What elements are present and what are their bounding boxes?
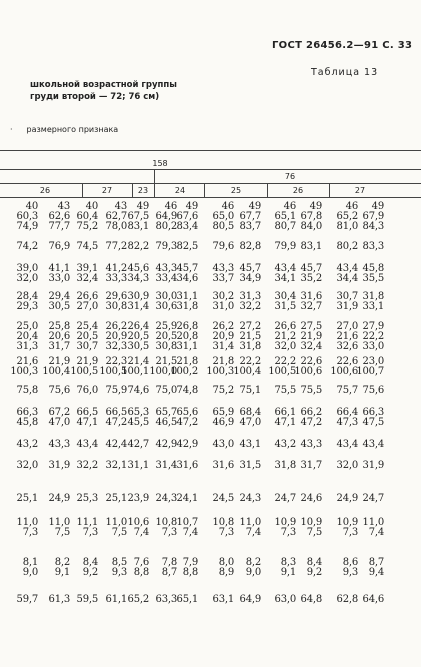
table-cell: 10,9 7,3 (336, 517, 358, 538)
table-cell: 61,1 (105, 594, 127, 605)
table-cell: 45,6 34,3 (127, 263, 149, 284)
table-cell: 63,1 (212, 594, 234, 605)
table-cell: 25,9 20,5 30,8 (155, 321, 177, 352)
table-cell: 75,5 (274, 385, 296, 396)
table-cell: 42,4 (105, 439, 127, 450)
table-cell: 45,7 34,9 (239, 263, 261, 284)
table-cell: 40 60,4 75,2 (76, 201, 98, 232)
table-cell: 43,0 (212, 439, 234, 450)
table-cell: 7,9 8,8 (182, 557, 198, 578)
table-cell: 31,6 32,7 (300, 291, 322, 312)
table-cell: 65,3 45,5 (127, 407, 149, 428)
table-cell: 7,6 8,8 (133, 557, 149, 578)
table-cell: 31,6 (176, 460, 198, 471)
table-cell: 30,7 31,9 (336, 291, 358, 312)
table-cell: 10,8 7,3 (155, 517, 177, 538)
table-cell: 31,5 (239, 460, 261, 471)
table-cell: 26,8 20,8 31,1 (176, 321, 198, 352)
table-cell: 75,8 (16, 385, 38, 396)
table-cell: 75,9 (105, 385, 127, 396)
table-cell: 65,6 47,2 (176, 407, 198, 428)
table-cell: 43 62,7 78,0 (105, 201, 127, 232)
table-cell: 45,7 34,6 (176, 263, 198, 284)
table-cell: 45,8 35,5 (362, 263, 384, 284)
table-cell: 21,6 100,3 (10, 356, 38, 377)
table-cell: 43,2 (274, 439, 296, 450)
table-cell: 65,7 46,5 (155, 407, 177, 428)
table-cell: 31,6 (212, 460, 234, 471)
table-cell: 66,4 47,3 (336, 407, 358, 428)
table-cell: 43,4 34,1 (274, 263, 296, 284)
table-cell: 22,6 100,6 (330, 356, 358, 377)
table-cell: 43,4 (362, 439, 384, 450)
table-cell: 83,3 (362, 241, 384, 252)
subheader-divider (267, 183, 268, 197)
subheader-label: 27 (354, 186, 366, 195)
table-cell: 64,6 (362, 594, 384, 605)
table-cell: 75,2 (212, 385, 234, 396)
table-cell: 21,8 100,2 (170, 356, 198, 377)
table-cell: 76,0 (76, 385, 98, 396)
table-cell: 32,0 (16, 460, 38, 471)
table-cell: 24,7 (274, 493, 296, 504)
table-cell: 41,2 33,3 (105, 263, 127, 284)
table-cell: 75,5 (300, 385, 322, 396)
table-cell: 23,9 (127, 493, 149, 504)
table-cell: 8,4 9,2 (306, 557, 322, 578)
table-cell: 11,0 7,4 (362, 517, 384, 538)
table-cell: 22,2 100,5 (268, 356, 296, 377)
table-cell: 22,6 100,6 (294, 356, 322, 377)
table-cell: 59,7 (16, 594, 38, 605)
table-cell: 66,1 47,1 (274, 407, 296, 428)
table-cell: 27,2 21,5 31,8 (239, 321, 261, 352)
table-cell: 32,0 (336, 460, 358, 471)
table-cell: 61,3 (48, 594, 70, 605)
table-cell: 43,3 33,7 (212, 263, 234, 284)
table-number: Таблица 13 (311, 67, 379, 78)
table-cell: 46 65,2 81,0 (336, 201, 358, 232)
table-cell: 22,2 100,4 (233, 356, 261, 377)
subheader-label: 23 (137, 186, 149, 195)
caption-bullet: · (10, 125, 13, 134)
subheader-divider (204, 183, 205, 197)
table-cell: 79,9 (274, 241, 296, 252)
table-cell: 23,0 100,7 (356, 356, 384, 377)
table-cell: 26,2 20,9 31,4 (212, 321, 234, 352)
header-group-76: 76 (284, 172, 296, 181)
table-cell: 24,3 (155, 493, 177, 504)
table-cell: 75,7 (336, 385, 358, 396)
table-cell: 49 67,5 83,1 (127, 201, 149, 232)
table-cell: 21,8 100,3 (206, 356, 234, 377)
table-cell: 65,9 46,9 (212, 407, 234, 428)
description-line-1: школьной возрастной группы (30, 80, 177, 90)
table-cell: 75,1 (239, 385, 261, 396)
table-header-bottom-rule (0, 197, 421, 198)
table-cell: 24,3 (239, 493, 261, 504)
table-cell: 43,1 (239, 439, 261, 450)
caption-text: размерного признака (26, 125, 119, 134)
table-cell: 8,2 9,0 (245, 557, 261, 578)
subheader-divider (329, 183, 330, 197)
table-cell: 39,0 32,0 (16, 263, 38, 284)
table-cell: 25,4 20,5 30,7 (76, 321, 98, 352)
table-cell: 64,8 (300, 594, 322, 605)
table-cell: 24,9 (48, 493, 70, 504)
table-column (0, 202, 384, 667)
table-top-rule (0, 150, 421, 151)
table-cell: 74,5 (76, 241, 98, 252)
table-cell: 66,5 47,2 (105, 407, 127, 428)
table-cell: 26,6 21,2 32,0 (274, 321, 296, 352)
table-cell: 63,0 (274, 594, 296, 605)
table-cell: 8,5 9,3 (111, 557, 127, 578)
table-cell: 45,7 35,2 (300, 263, 322, 284)
table-cell: 11,0 7,5 (48, 517, 70, 538)
table-cell: 42,9 (176, 439, 198, 450)
table-cell: 10,6 7,4 (127, 517, 149, 538)
table-cell: 65,2 (127, 594, 149, 605)
table-cell: 43,2 (16, 439, 38, 450)
table-cell: 31,4 (155, 460, 177, 471)
table-cell: 21,4 100,1 (121, 356, 149, 377)
table-cell: 75,0 (155, 385, 177, 396)
subheader-label: 26 (39, 186, 51, 195)
table-cell: 8,3 9,1 (280, 557, 296, 578)
table-cell: 25,0 20,4 31,3 (16, 321, 38, 352)
table-cell: 31,8 (274, 460, 296, 471)
table-cell: 66,2 47,2 (300, 407, 322, 428)
table-cell: 79,6 (212, 241, 234, 252)
table-cell: 8,7 9,4 (368, 557, 384, 578)
table-cell: 27,0 21,6 32,6 (336, 321, 358, 352)
table-cell: 30,2 31,0 (212, 291, 234, 312)
table-cell: 76,9 (48, 241, 70, 252)
table-cell: 29,4 30,5 (48, 291, 70, 312)
table-cell: 82,5 (176, 241, 198, 252)
table-cell: 21,5 100,0 (149, 356, 177, 377)
table-cell: 24,9 (336, 493, 358, 504)
table-cell: 30,4 31,5 (274, 291, 296, 312)
table-cell: 8,4 9,2 (82, 557, 98, 578)
table-cell: 31,7 (300, 460, 322, 471)
table-cell: 59,5 (76, 594, 98, 605)
table-cell: 49 67,9 84,3 (362, 201, 384, 232)
table-cell: 10,8 7,3 (212, 517, 234, 538)
table-cell: 29,6 30,8 (105, 291, 127, 312)
table-cell: 74,8 (176, 385, 198, 396)
table-cell: 66,3 47,5 (362, 407, 384, 428)
table-cell: 26,6 27,0 (76, 291, 98, 312)
table-cell: 32,1 (105, 460, 127, 471)
subheader-label: 26 (292, 186, 304, 195)
table-cell: 31,9 (48, 460, 70, 471)
table-cell: 64,9 (239, 594, 261, 605)
table-cell: 24,1 (176, 493, 198, 504)
table-cell: 65,1 (176, 594, 198, 605)
table-cell: 43 62,6 77,7 (48, 201, 70, 232)
table-cell: 41,1 33,0 (48, 263, 70, 284)
table-cell: 43,3 (48, 439, 70, 450)
table-cell: 25,1 (105, 493, 127, 504)
description-line-2: груди второй — 72; 76 см) (30, 92, 160, 102)
table-subgroup-rule (0, 183, 421, 184)
table-cell: 46 65,1 80,7 (274, 201, 296, 232)
table-cell: 82,2 (127, 241, 149, 252)
table-cell: 24,6 (300, 493, 322, 504)
table-cell: 74,2 (16, 241, 38, 252)
group-divider (154, 169, 155, 197)
table-cell: 21,9 100,5 (70, 356, 98, 377)
table-cell: 11,1 7,3 (76, 517, 98, 538)
table-cell: 43,4 (76, 439, 98, 450)
table-cell: 21,9 100,4 (42, 356, 70, 377)
table-cell: 25,3 (76, 493, 98, 504)
table-cell: 75,6 (48, 385, 70, 396)
table-cell: 27,9 22,2 33,0 (362, 321, 384, 352)
table-cell: 79,3 (155, 241, 177, 252)
table-group-rule (0, 169, 421, 170)
table-cell: 7,8 8,7 (161, 557, 177, 578)
table-cell: 46 64,9 80,2 (155, 201, 177, 232)
table-cell: 39,1 32,4 (76, 263, 98, 284)
table-cell: 42,9 (155, 439, 177, 450)
table-cell: 25,1 (16, 493, 38, 504)
table-cell: 75,6 (362, 385, 384, 396)
table-cell: 46 65,0 80,5 (212, 201, 234, 232)
table-cell: 24,5 (212, 493, 234, 504)
table-cell: 82,8 (239, 241, 261, 252)
table-cell: 74,6 (127, 385, 149, 396)
table-cell: 10,9 7,3 (274, 517, 296, 538)
table-cell: 31,1 31,8 (176, 291, 198, 312)
page-header-gost: ГОСТ 26456.2—91 С. 33 (272, 40, 413, 51)
table-cell: 8,6 9,3 (342, 557, 358, 578)
table-cell: 68,4 47,0 (239, 407, 261, 428)
table-cell: 42,7 (127, 439, 149, 450)
table-cell: 43,4 (336, 439, 358, 450)
table-cell: 62,8 (336, 594, 358, 605)
table-cell: 30,0 30,6 (155, 291, 177, 312)
table-cell: 43,3 33,4 (155, 263, 177, 284)
table-cell: 43,4 34,4 (336, 263, 358, 284)
table-cell: 49 67,6 83,4 (176, 201, 198, 232)
table-cell: 11,0 7,5 (105, 517, 127, 538)
table-cell: 66,3 45,8 (16, 407, 38, 428)
table-cell: 83,1 (300, 241, 322, 252)
table-cell: 27,5 21,9 32,4 (300, 321, 322, 352)
table-cell: 26,4 20,5 30,5 (127, 321, 149, 352)
table-cell: 11,0 7,3 (16, 517, 38, 538)
table-cell: 8,2 9,1 (54, 557, 70, 578)
table-cell: 49 67,8 84,0 (300, 201, 322, 232)
table-cell: 77,2 (105, 241, 127, 252)
table-cell: 31,9 (362, 460, 384, 471)
header-group-158: 158 (152, 159, 168, 168)
table-cell: 32,2 (76, 460, 98, 471)
subheader-label: 24 (174, 186, 186, 195)
table-cell: 8,0 8,9 (218, 557, 234, 578)
subheader-label: 25 (230, 186, 242, 195)
table-cell: 67,2 47,0 (48, 407, 70, 428)
caption (10, 125, 118, 134)
table-cell: 43,3 (300, 439, 322, 450)
table-cell: 66,5 47,1 (76, 407, 98, 428)
subheader-label: 27 (101, 186, 113, 195)
table-cell: 30,9 31,4 (127, 291, 149, 312)
table-cell: 26,2 20,9 32,3 (105, 321, 127, 352)
subheader-divider (82, 183, 83, 197)
table-cell: 80,2 (336, 241, 358, 252)
table-cell: 28,4 29,3 (16, 291, 38, 312)
subheader-divider (132, 183, 133, 197)
table-cell: 25,8 20,6 31,7 (48, 321, 70, 352)
table-cell: 49 67,7 83,7 (239, 201, 261, 232)
table-cell: 11,0 7,4 (239, 517, 261, 538)
table-cell: 40 60,3 74,9 (16, 201, 38, 232)
table-cell: 22,3 100,5 (99, 356, 127, 377)
table-cell: 24,7 (362, 493, 384, 504)
table-cell: 31,3 32,2 (239, 291, 261, 312)
table-cell: 63,3 (155, 594, 177, 605)
table-cell: 31,1 (127, 460, 149, 471)
table-cell: 8,1 9,0 (22, 557, 38, 578)
table-cell: 10,9 7,5 (300, 517, 322, 538)
table-cell: 10,7 7,4 (176, 517, 198, 538)
table-cell: 31,8 33,1 (362, 291, 384, 312)
